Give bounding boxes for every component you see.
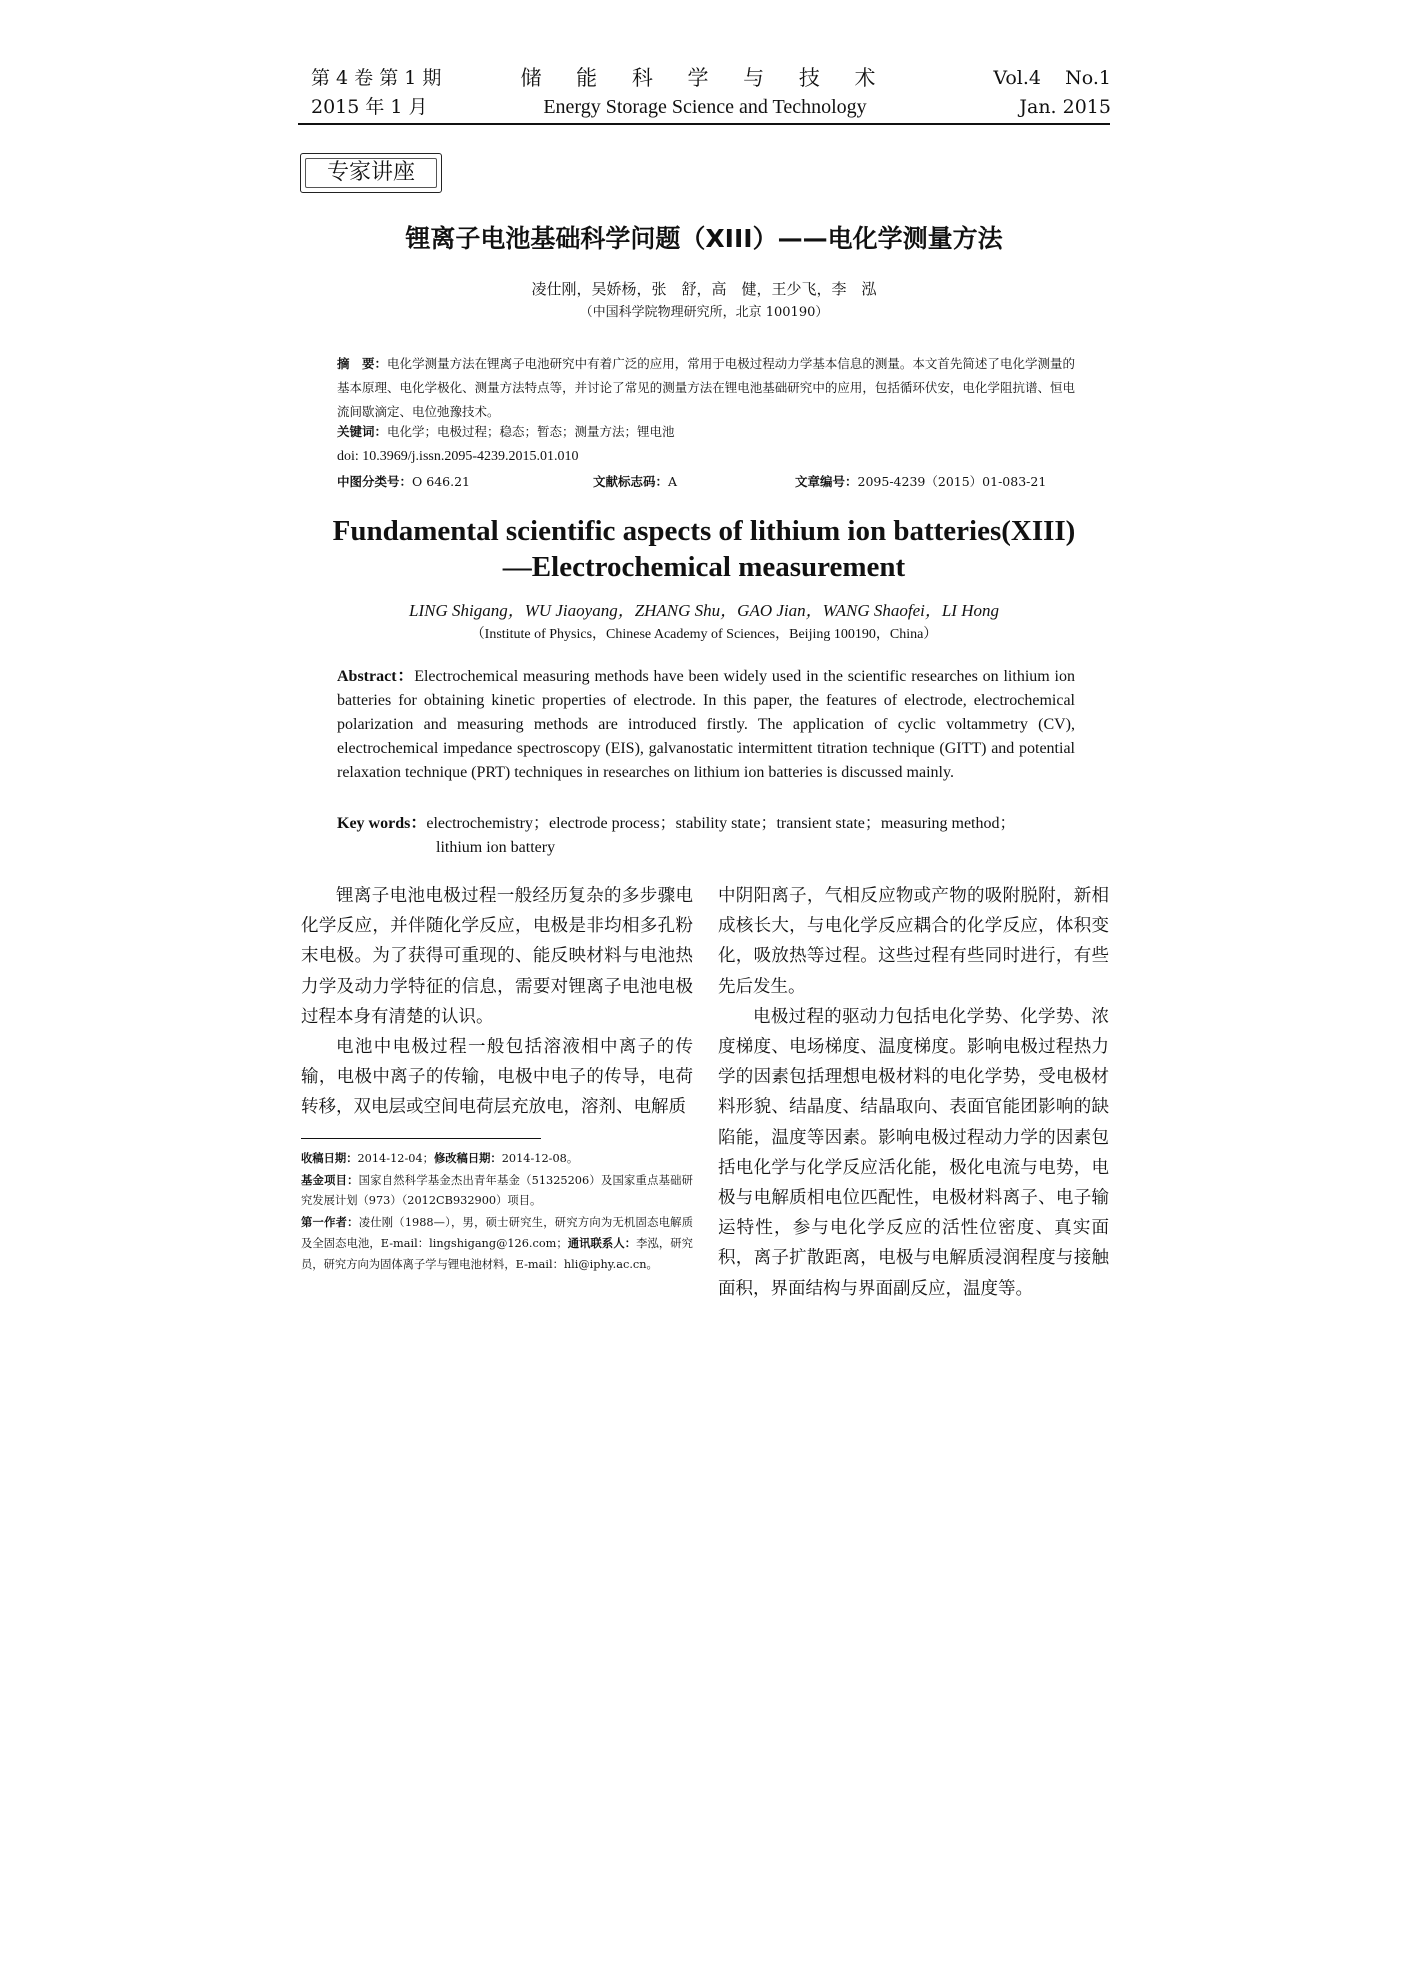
abstract-cn-label: 摘 要： <box>337 356 388 371</box>
article-no-label: 文章编号： <box>795 474 858 489</box>
keywords-cn-text: 电化学；电极过程；稳态；暂态；测量方法；锂电池 <box>387 424 675 439</box>
header-journal <box>500 64 910 122</box>
document-code <box>593 472 677 492</box>
date-cn: 2015 年 1 月 <box>311 96 428 118</box>
authors-en: LING Shigang，WU Jiaoyang，ZHANG Shu，GAO Jian，WANG Shaofei，LI Hong <box>408 601 999 620</box>
footnotes <box>301 1148 693 1275</box>
body-paragraph: 锂离子电池电极过程一般经历复杂的多步骤电化学反应，并伴随化学反应，电极是非均相多孔粉末电极。为了获得可重现的、能反映材料与电池热力学及动力学特征的信息，需要对锂离子电池电极过程本身有清楚的认识。 <box>301 886 693 1027</box>
revised-value: 2014-12-08。 <box>501 1152 579 1165</box>
doi: doi: 10.3969/j.issn.2095-4239.2015.01.010 <box>337 449 579 464</box>
body-column-left <box>301 881 693 1123</box>
journal-name-en: Energy Storage Science and Technology <box>543 96 867 118</box>
article-title-en-line1: Fundamental scientific aspects of lithium ion batteries(XIII) <box>332 515 1076 547</box>
volume-issue-en: Vol.4 No.1 <box>993 67 1111 89</box>
header-rule <box>298 123 1110 125</box>
body-paragraph: 电池中电极过程一般包括溶液相中离子的传输，电极中离子的传输，电极中电子的传导，电荷转移，双电层或空间电荷层充放电，溶剂、电解质 <box>301 1037 693 1118</box>
article-title-cn: 锂离子电池基础科学问题（XIII）——电化学测量方法 <box>405 224 1003 253</box>
column-badge-label: 专家讲座 <box>326 160 415 185</box>
fund-value: 国家自然科学基金杰出青年基金（51325206）及国家重点基础研究发展计划（973）（2012CB932900）项目。 <box>301 1173 693 1207</box>
affiliation-en: （Institute of Physics，Chinese Academy of Sciences，Beijing 100190，China） <box>470 627 938 642</box>
abstract-cn <box>337 352 1075 424</box>
abstract-en-text: Electrochemical measuring methods have been widely used in the scientific researches on lithium ion batteries for obtaining kinetic properties of electrode. In this paper, the features of electrode, electrochemical polarization and measuring methods are introduced firstly. The application of cyclic voltammetry (CV), electrochemical impedance spectroscopy (EIS), galvanostatic intermittent titration technique (GITT) and potential relaxation technique (PRT) techniques in researches on lithium ion batteries is discussed mainly. <box>337 668 1075 781</box>
keywords-en-line1: electrochemistry；electrode process；stability state；transient state；measuring method； <box>426 815 1016 832</box>
article-number <box>795 472 1046 492</box>
contact-value: 李泓，研究员，研究方向为固体离子学与锂电池材料，E-mail：hli@iphy.ac.cn。 <box>301 1237 693 1271</box>
journal-name-cn: 储 能 科 学 与 技 术 <box>520 66 890 90</box>
volume-issue-cn: 第 4 卷 第 1 期 <box>311 67 442 89</box>
clc-number <box>337 472 470 492</box>
keywords-en <box>337 812 1075 860</box>
keywords-cn-label: 关键词： <box>337 424 388 439</box>
keywords-cn <box>337 422 675 442</box>
authors-cn: 凌仕刚，吴娇杨，张 舒，高 健，王少飞，李 泓 <box>531 280 877 298</box>
contact-label: 通讯联系人： <box>567 1236 637 1250</box>
revised-label: 修改稿日期： <box>433 1151 502 1165</box>
article-title-en-line2: —Electrochemical measurement <box>502 551 906 583</box>
body-column-right <box>718 881 1109 1304</box>
received-label: 收稿日期： <box>301 1151 358 1165</box>
abstract-cn-text: 电化学测量方法在锂离子电池研究中有着广泛的应用，常用于电极过程动力学基本信息的测量。本文首先简述了电化学测量的基本原理、电化学极化、测量方法特点等，并讨论了常见的测量方法在锂电池基础研究中的应用，包括循环伏安，电化学阻抗谱、恒电流间歇滴定、电位弛豫技术。 <box>337 356 1075 419</box>
footnote-fund <box>301 1170 693 1212</box>
footnote-rule <box>301 1138 541 1139</box>
header-volume-cn <box>311 64 441 122</box>
column-badge <box>300 153 442 193</box>
footnote-author <box>301 1212 693 1276</box>
clc-label: 中图分类号： <box>337 474 413 489</box>
doc-code-label: 文献标志码： <box>593 474 669 489</box>
doc-code-value: A <box>668 474 678 489</box>
abstract-en <box>337 665 1075 785</box>
header-volume-en <box>993 64 1111 122</box>
author-label: 第一作者： <box>301 1214 359 1229</box>
clc-value: O 646.21 <box>412 474 470 489</box>
body-paragraph: 中阴阳离子，气相反应物或产物的吸附脱附，新相成核长大，与电化学反应耦合的化学反应，体积变化，吸放热等过程。这些过程有些同时进行，有些先后发生。 <box>718 886 1109 997</box>
date-en: Jan. 2015 <box>1019 96 1111 118</box>
article-title-en <box>300 513 1108 585</box>
keywords-en-label: Key words： <box>337 815 427 832</box>
abstract-en-label: Abstract： <box>337 668 415 685</box>
article-no-value: 2095-4239（2015）01-083-21 <box>857 474 1047 489</box>
fund-label: 基金项目： <box>301 1172 359 1187</box>
body-paragraph: 电极过程的驱动力包括电化学势、化学势、浓度梯度、电场梯度、温度梯度。影响电极过程热力学的因素包括理想电极材料的电化学势，受电极材料形貌、结晶度、结晶取向、表面官能团影响的缺陷能，温度等因素。影响电极过程动力学的因素包括电化学与化学反应活化能，极化电流与电势，电极与电解质相电位匹配性，电极材料离子、电子输运特性，参与电化学反应的活性位密度、真实面积，离子扩散距离，电极与电解质浸润程度与接触面积，界面结构与界面副反应，温度等。 <box>718 1006 1109 1299</box>
received-value: 2014-12-04； <box>357 1152 434 1165</box>
footnote-dates <box>301 1148 693 1170</box>
author-value: 凌仕刚（1988—），男，硕士研究生，研究方向为无机固态电解质及全固态电池，E-mail：lingshigang@126.com； <box>301 1215 693 1250</box>
affiliation-cn: （中国科学院物理研究所，北京 100190） <box>579 305 829 320</box>
keywords-en-line2: lithium ion battery <box>436 839 556 856</box>
